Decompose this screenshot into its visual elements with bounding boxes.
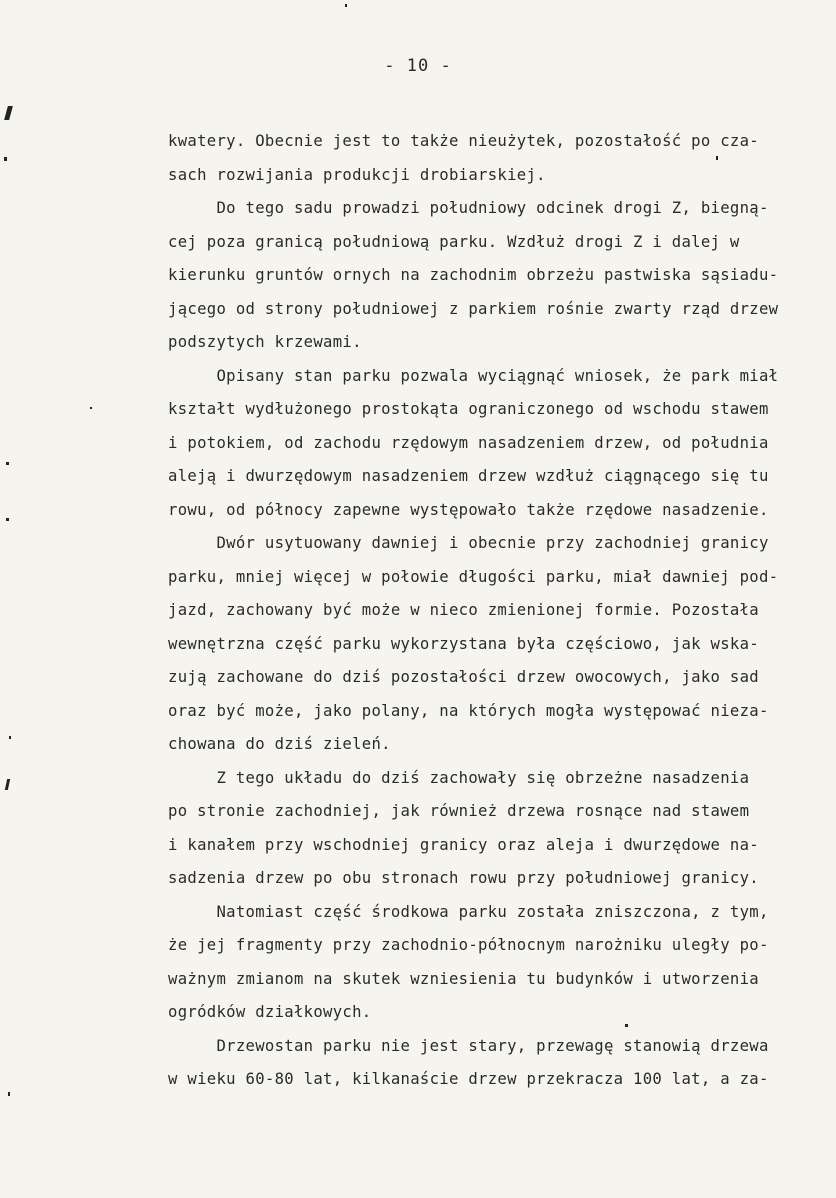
margin-mark [6,462,9,465]
text-line: Do tego sadu prowadzi południowy odcinek drogi Z, biegną- [168,199,769,217]
text-line: ważnym zmianom na skutek wzniesienia tu budynków i utworzenia [168,969,759,988]
text-line: wewnętrzna część parku wykorzystana była częściowo, jak wska- [168,634,759,653]
text-line: chowana do dziś zieleń. [168,735,391,753]
margin-mark [4,157,7,161]
margin-mark [90,407,92,409]
text-line: Opisany stan parku pozwala wyciągnąć wniosek, że park miał [168,366,779,385]
margin-mark [8,1092,10,1096]
text-line: jazd, zachowany być może w nieco zmienionej formie. Pozostała [168,601,759,619]
page-number: - 10 - [384,56,452,76]
text-line: po stronie zachodniej, jak również drzewa rosnące nad stawem [168,802,750,820]
text-line: sadzenia drzew po obu stronach rowu przy południowej granicy. [168,869,759,887]
text-line: podszytych krzewami. [168,333,362,351]
margin-mark [9,736,11,739]
margin-mark [6,518,9,521]
text-line: zują zachowane do dziś pozostałości drzew owocowych, jako sad [168,668,759,686]
text-line: kształt wydłużonego prostokąta ograniczonego od wschodu stawem [168,400,769,418]
text-line: cej poza granicą południową parku. Wzdłuż drogi Z i dalej w [168,232,740,251]
margin-mark [625,1024,628,1027]
text-line: ogródków działkowych. [168,1003,372,1021]
text-line: Z tego układu do dziś zachowały się obrzeżne nasadzenia [168,768,750,787]
text-line: aleją i dwurzędowym nasadzeniem drzew wzdłuż ciągnącego się tu [168,467,769,485]
text-line: i kanałem przy wschodniej granicy oraz aleja i dwurzędowe na- [168,835,759,854]
text-line: Drzewostan parku nie jest stary, przewagę stanowią drzewa [168,1036,769,1055]
text-line: oraz być może, jako polany, na których mogła występować nieza- [168,701,769,720]
margin-mark [716,156,718,160]
margin-mark [5,779,10,790]
text-line: Dwór usytuowany dawniej i obecnie przy zachodniej granicy [168,534,769,552]
text-line: rowu, od północy zapewne występowało także rzędowe nasadzenie. [168,500,769,519]
text-line: sach rozwijania produkcji drobiarskiej. [168,165,546,184]
text-line: parku, mniej więcej w połowie długości parku, miał dawniej pod- [168,567,779,586]
text-line: kwatery. Obecnie jest to także nieużytek, pozostałość po cza- [168,132,759,150]
text-line: w wieku 60-80 lat, kilkanaście drzew przekracza 100 lat, a za- [168,1070,769,1088]
margin-mark [4,106,13,120]
text-line: i potokiem, od zachodu rzędowym nasadzeniem drzew, od południa [168,433,769,452]
margin-mark [345,4,347,7]
text-line: Natomiast część środkowa parku została zniszczona, z tym, [168,902,769,921]
text-line: kierunku gruntów ornych na zachodnim obrzeżu pastwiska sąsiadu- [168,266,779,284]
text-line: jącego od strony południowej z parkiem rośnie zwarty rząd drzew [168,299,779,318]
text-line: że jej fragmenty przy zachodnio-północnym narożniku uległy po- [168,936,769,954]
